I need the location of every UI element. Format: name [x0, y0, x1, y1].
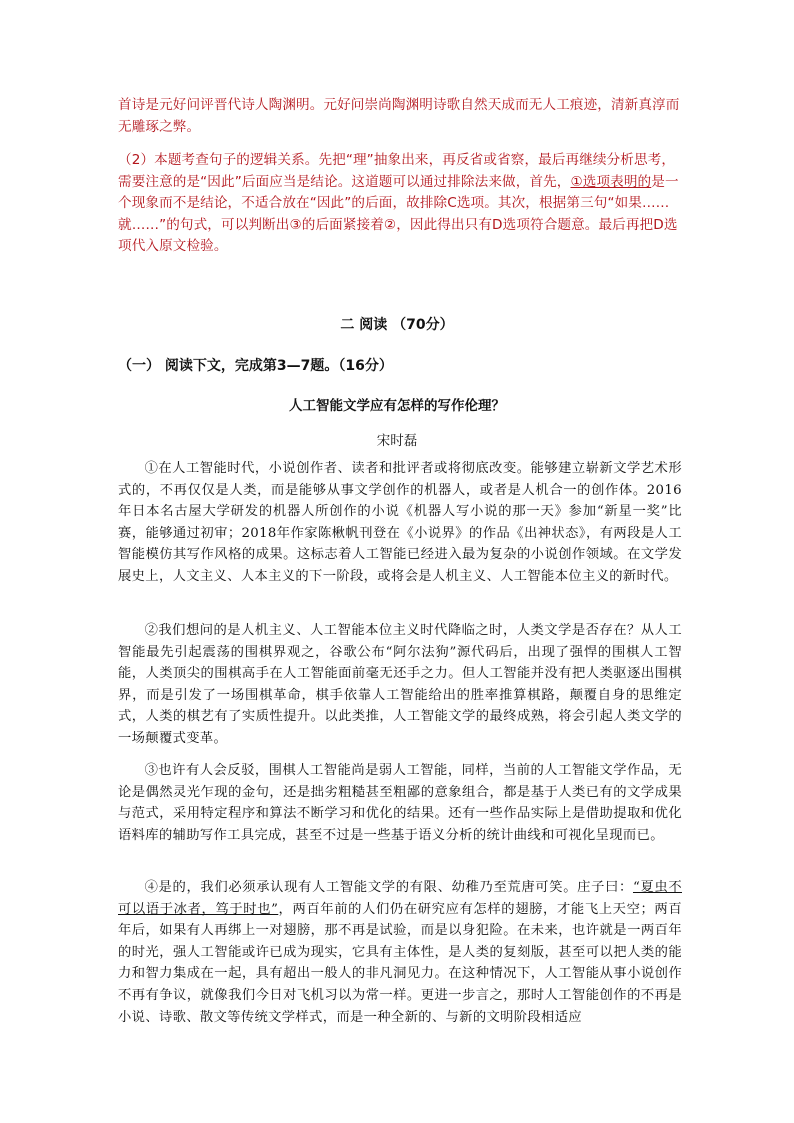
paragraph-text: ，两百年前的人们仍在研究应有怎样的翅膀，才能飞上天空；两百年后，如果有人再绑上一对翅膀，那不再是试验，而是以身犯险。在未来，也许就是一两百年的时光，强人工智能或许已成为现实，它具有主体性，是人类的复刻版，甚至可以把人类的能力和智力集成在一起，具有超出一般人的非凡洞见力。在这种情况下，人工智能从事小说创作不再有争议，就像我们今日对飞机习以为常一样。更进一步言之，那时人工智能创作的不再是小说、诗歌、散文等传统文学样式，而是一种全新的、与新的文明阶段相适应 [118, 901, 682, 1025]
answer-text: 首诗是元好问评晋代诗人陶渊明。元好问崇尚陶渊明诗歌自然天成而无人工痕迹，清新真淳而无雕琢之弊。 [118, 97, 680, 135]
section-heading: 二 阅读 （70分） [340, 317, 454, 333]
paragraph-text: ④是的，我们必须承认现有人工智能文学的有限、幼稚乃至荒唐可笑。庄子曰： [144, 880, 633, 895]
article-paragraph-1: ①在人工智能时代，小说创作者、读者和批评者或将彻底改变。能够建立崭新文学艺术形式的，不再仅仅是人类，而是能够从事文学创作的机器人，或者是人机合一的创作体。2016年日本名古屋大学研发的机器人所创作的小说《机器人写小说的那一天》参加“新星一奖”比赛，能够通过初审；2018年作家陈楸帆刊登在《小说界》的作品《出神状态》，有两段是人工智能模仿其写作风格的成果。这标志着人工智能已经进入最为复杂的小说创作领域。在文学发展史上，人文主义、人本主义的下一阶段，或将会是人机主义、人工智能本位主义的新时代。 [118, 461, 682, 584]
subsection-heading: （一） 阅读下文，完成第3—7题。（16分） [118, 358, 393, 374]
answer-explanation-part1 [118, 95, 684, 138]
article-paragraph-4 [118, 877, 682, 1028]
underlined-answer-text: ①选项表明的 [570, 173, 652, 190]
answer-text: 是一个现象而不是结论，不适合放在“因此”的后面，故排除C选项。其次，根据第三句“如果……就……”的句式，可以判断出③的后面紧接着②，因此得出只有D选项符合题意。最后再把D选项代入原文检验。 [118, 173, 679, 254]
underlined-quote: “夏虫不可以语于冰者，笃于时也” [118, 880, 682, 917]
answer-explanation-part2 [118, 150, 684, 258]
article-title: 人工智能文学应有怎样的写作伦理？ [289, 398, 505, 414]
article-paragraph-2: ②我们想问的是人机主义、人工智能本位主义时代降临之时，人类文学是否存在？从人工智能最先引起震荡的围棋界观之，谷歌公布“阿尔法狗”源代码后，出现了强悍的围棋人工智能，人类顶尖的围棋高手在人工智能面前毫无还手之力。但人工智能并没有把人类驱逐出围棋界，而是引发了一场围棋革命，棋手依靠人工智能给出的胜率推算棋路，颠覆自身的思维定式，人类的棋艺有了实质性提升。以此类推，人工智能文学的最终成熟，将会引起人类文学的一场颠覆式变革。 [118, 623, 682, 746]
answer-text: （2）本题考查句子的逻辑关系。先把“理”抽象出来，再反省或省察，最后再继续分析思考，需要注意的是“因此”后面应当是结论。这道题可以通过排除法来做，首先， [118, 152, 676, 190]
article-author: 宋时磊 [376, 433, 418, 449]
article-paragraph-3: ③也许有人会反驳，围棋人工智能尚是弱人工智能，同样，当前的人工智能文学作品，无论是偶然灵光乍现的金句，还是拙劣粗糙甚至粗鄙的意象组合，都是基于人类已有的文学成果与范式，采用特定程序和算法不断学习和优化的结果。还有一些作品实际上是借助提取和优化语料库的辅助写作工具完成，甚至不过是一些基于语义分析的统计曲线和可视化呈现而已。 [118, 763, 682, 843]
